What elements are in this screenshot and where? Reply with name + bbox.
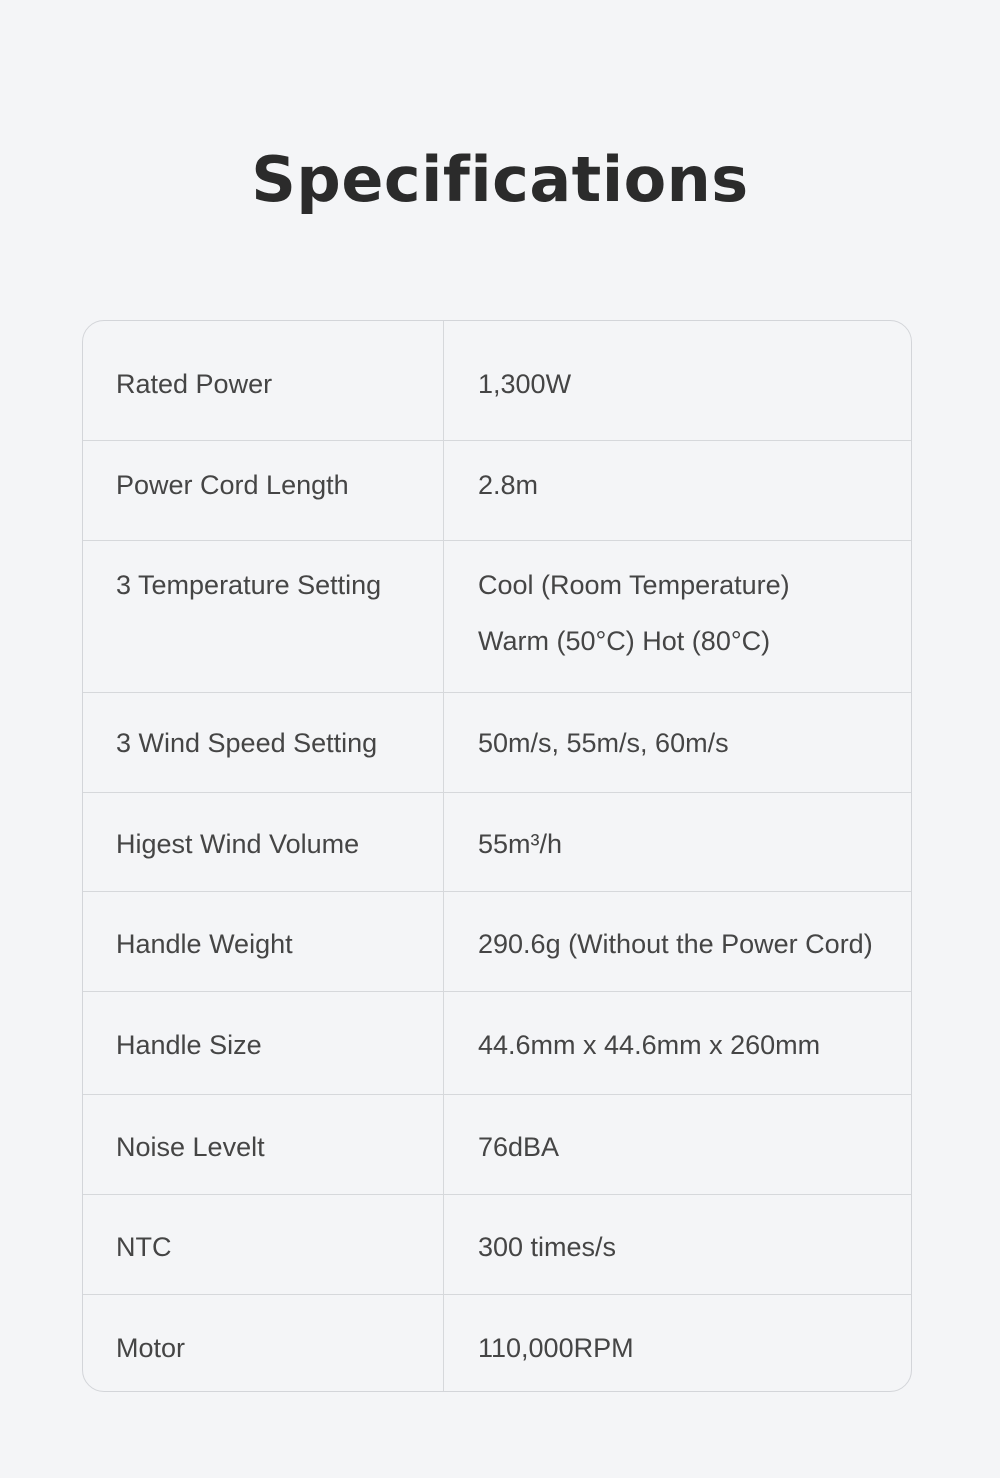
spec-row-wind-volume [83,793,911,892]
spec-value-line2: Warm (50°C) Hot (80°C) [478,626,771,656]
spec-row-noise-level [83,1095,911,1195]
spec-value: 1,300W [478,369,572,399]
spec-label: NTC [83,1195,444,1294]
spec-label: Higest Wind Volume [83,793,444,891]
spec-row-rated-power [83,321,911,441]
spec-label: 3 Wind Speed Setting [83,693,444,792]
spec-row-handle-size [83,992,911,1095]
spec-label: Motor [83,1295,444,1391]
spec-value: 44.6mm x 44.6mm x 260mm [478,1030,821,1060]
spec-value: 55m³/h [478,829,563,859]
spec-label: Noise Levelt [83,1095,444,1194]
spec-value: 110,000RPM [478,1333,634,1363]
spec-row-power-cord-length [83,441,911,541]
spec-value: 2.8m [478,470,539,500]
spec-label: Power Cord Length [83,441,444,540]
spec-row-handle-weight [83,892,911,992]
spec-row-wind-speed-setting [83,693,911,793]
spec-label: Handle Weight [83,892,444,991]
spec-label: Handle Size [83,992,444,1094]
spec-value: 300 times/s [478,1232,617,1262]
spec-table [82,320,912,1392]
spec-value: Cool (Room Temperature) [478,570,790,600]
spec-row-temperature-setting [83,541,911,693]
spec-row-motor [83,1295,911,1391]
page-title: Specifications [251,143,749,216]
spec-value-group [444,541,911,692]
spec-label: Rated Power [83,321,444,440]
spec-row-ntc [83,1195,911,1295]
spec-label: 3 Temperature Setting [83,541,444,692]
spec-value: 290.6g (Without the Power Cord) [478,929,873,959]
spec-value: 50m/s, 55m/s, 60m/s [478,728,729,758]
spec-value: 76dBA [478,1132,560,1162]
